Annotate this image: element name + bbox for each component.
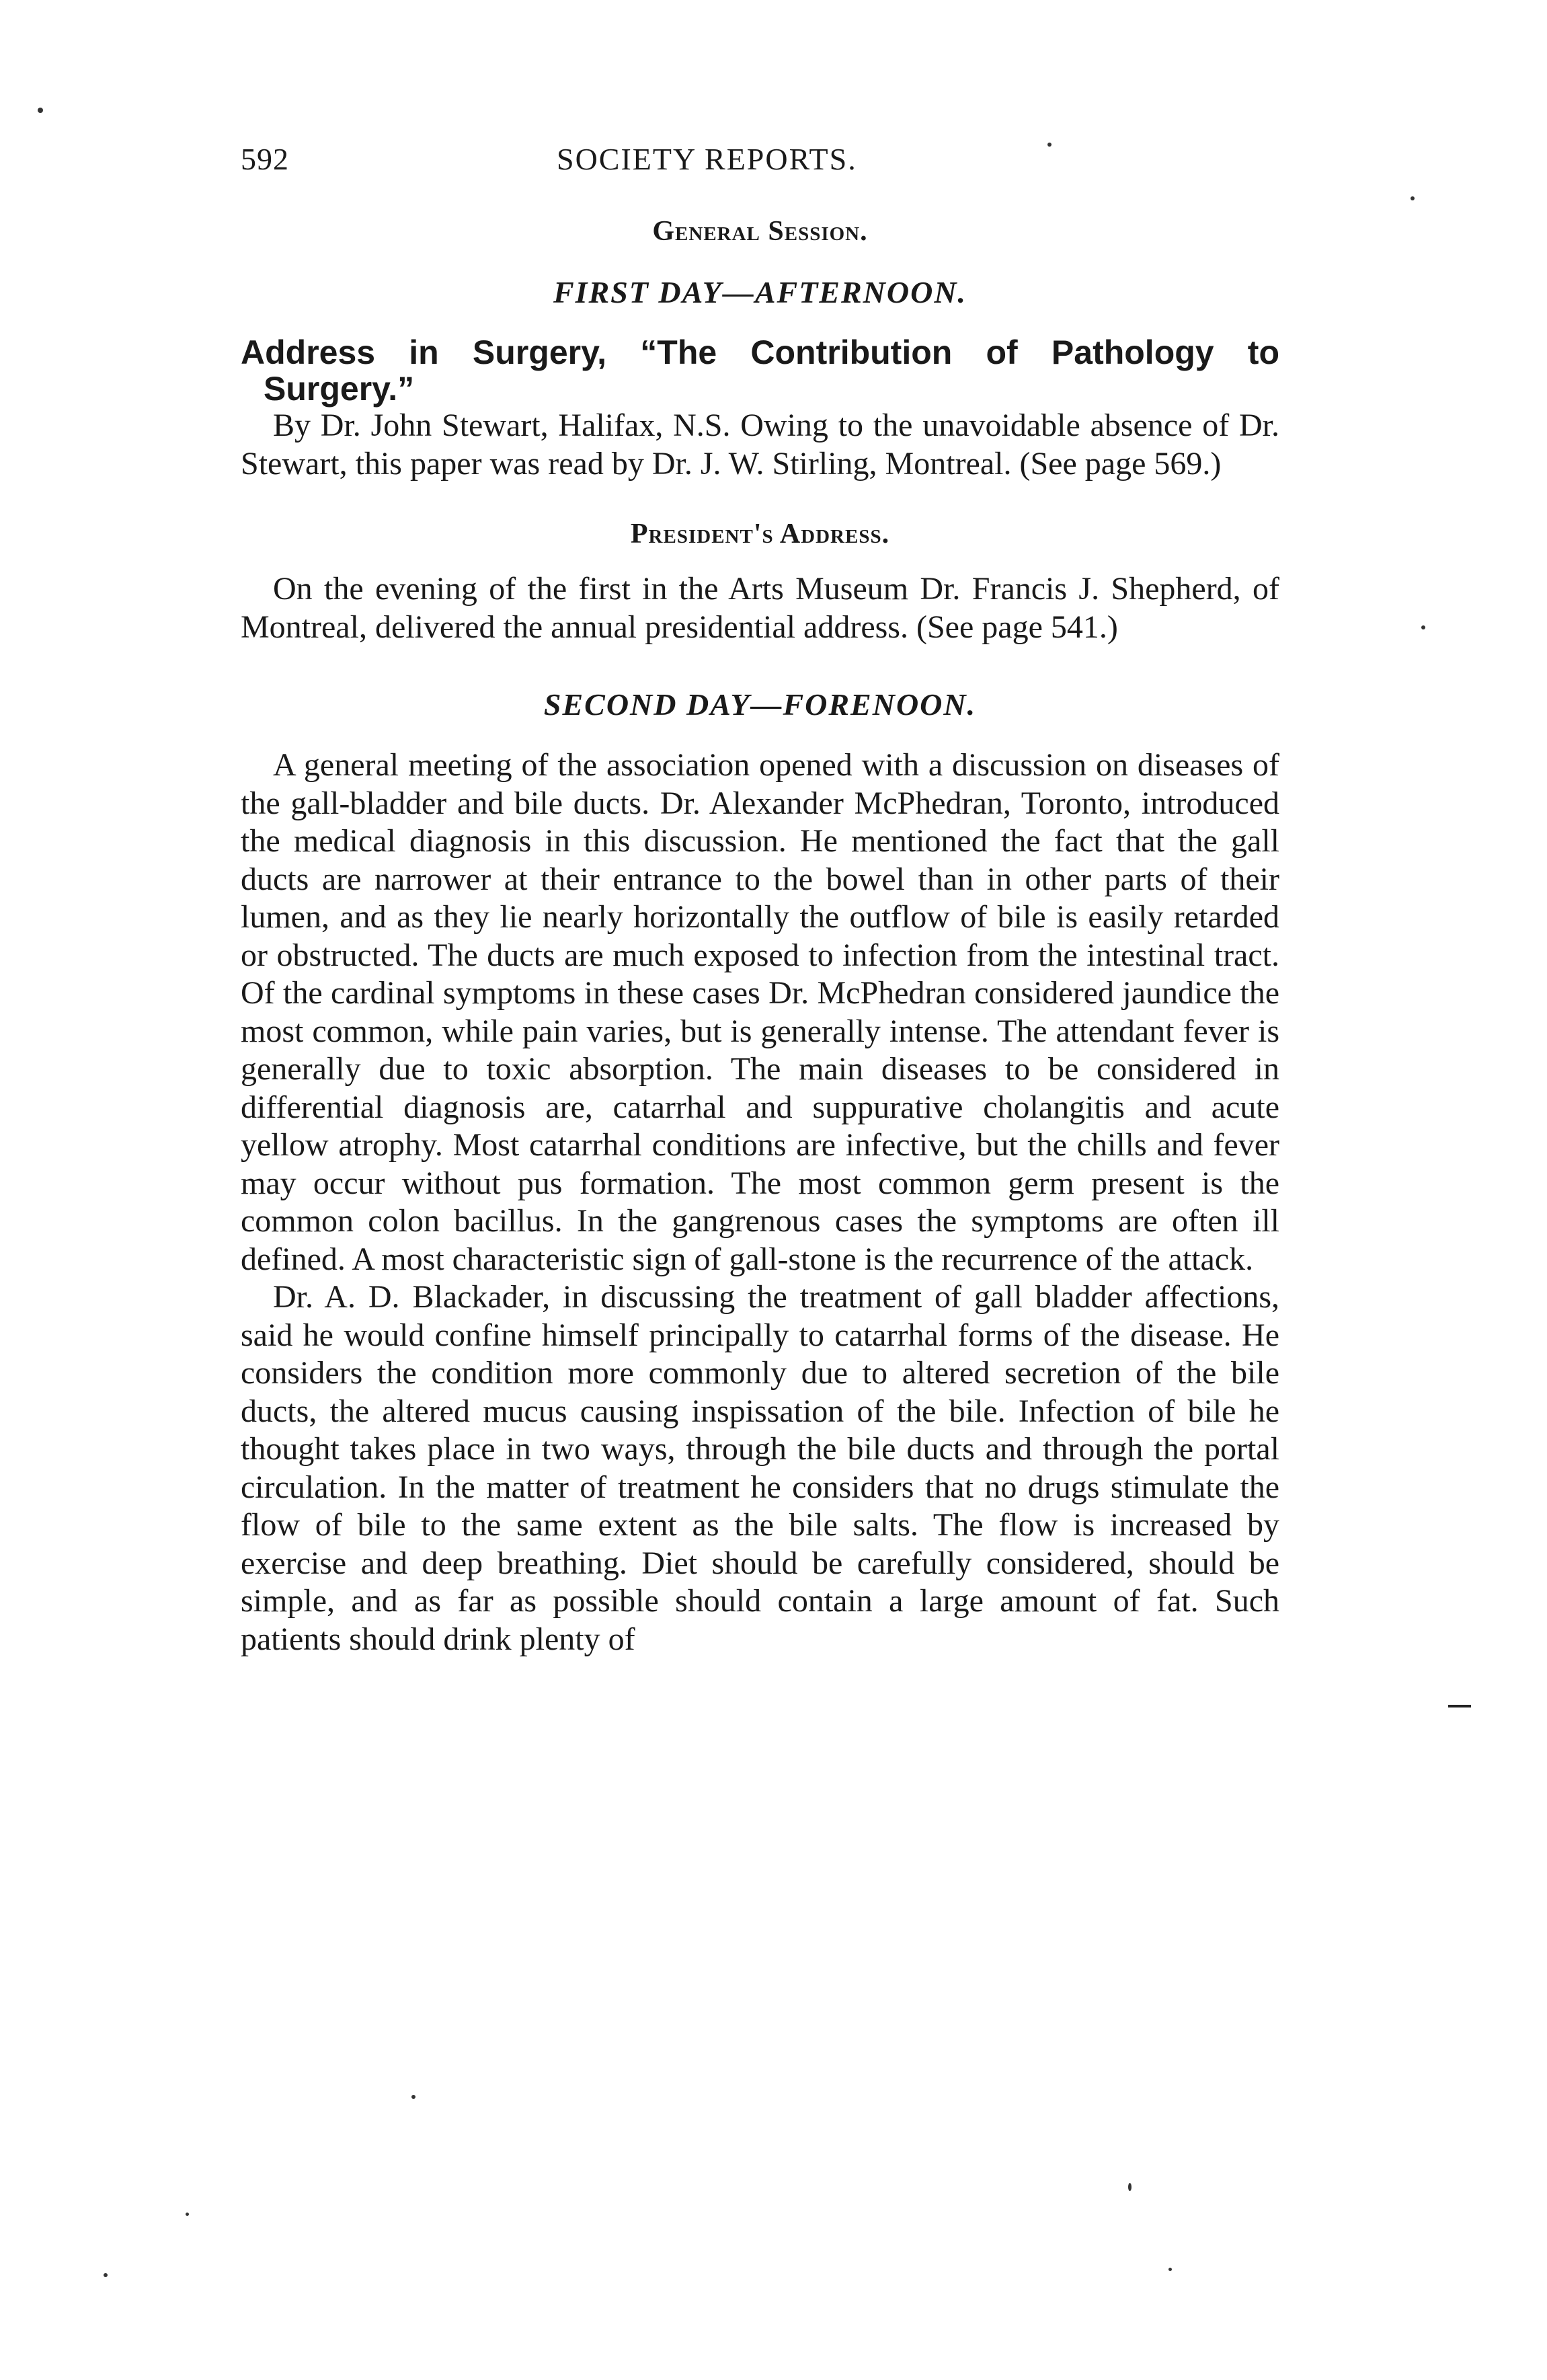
address-title-line-2: Surgery.” (264, 370, 415, 408)
second-day-heading: SECOND DAY—FORENOON. (543, 687, 977, 722)
presidents-address-body: On the evening of the first in the Arts Museum Dr. Francis J. Shepherd, of Montreal, delivered the annual presidential address. (See page 541.) (241, 571, 1279, 645)
address-body: By Dr. John Stewart, Halifax, N.S. Owing to the unavoidable absence of Dr. Stewart, this paper was read by Dr. J. W. Stirling, Montreal. (See page 569.) (241, 408, 1279, 482)
scan-speck (1411, 196, 1415, 200)
page-header (241, 141, 1279, 195)
address-title (241, 334, 1279, 407)
scan-speck (38, 108, 43, 113)
scan-speck (186, 2213, 189, 2216)
scan-speck (1047, 143, 1052, 147)
general-session-heading: General Session. (652, 216, 868, 247)
page-number: 592 (241, 142, 289, 176)
document-page (241, 141, 1279, 1658)
presidents-address-heading: President's Address. (630, 519, 890, 549)
scan-speck (411, 2095, 415, 2099)
paragraph-mcphedran: A general meeting of the association opened with a discussion on diseases of the gall-bladder and bile ducts. Dr. Alexander McPhedran, Toronto, introduced the medical diagnosis in this discussion. He mentioned the fact that the gall ducts are narrower at their entrance to the bowel than in other parts of their lumen, and as they lie nearly horizontally the outflow of bile is easily retarded or obstructed. The ducts are much exposed to infection from the intestinal tract. Of the cardinal symptoms in these cases Dr. McPhedran considered jaundice the most common, while pain varies, but is generally intense. The attendant fever is generally due to toxic absorption. The main diseases to be considered in differential diagnosis are, catarrhal and suppurative cholangitis and acute yellow atrophy. Most catarrhal conditions are infective, but the chills and fever may occur without pus formation. The most common germ present is the common colon bacillus. In the gangrenous cases the symptoms are often ill defined. A most characteristic sign of gall-stone is the recurrence of the attack. (241, 747, 1279, 1277)
paragraph-blackader: Dr. A. D. Blackader, in discussing the treatment of gall bladder affections, said he would confine himself principally to catarrhal forms of the disease. He considers the condition more commonly due to altered secretion of the bile ducts, the altered mucus causing inspissation of the bile. Infection of bile he thought takes place in two ways, through the bile ducts and through the portal circulation. In the matter of treatment he considers that no drugs stimulate the flow of bile to the same extent as the bile salts. The flow is increased by exercise and deep breathing. Diet should be carefully considered, should be simple, and as far as possible should contain a large amount of fat. Such patients should drink plenty of (241, 1279, 1279, 1657)
first-day-heading: FIRST DAY—AFTERNOON. (553, 275, 967, 309)
scan-speck (1421, 625, 1425, 629)
margin-dash-mark (1448, 1705, 1471, 1707)
running-head: SOCIETY REPORTS. (557, 142, 857, 176)
scan-speck (104, 2273, 108, 2277)
scan-speck (1168, 2268, 1172, 2271)
scan-speck (1128, 2183, 1132, 2191)
address-title-line-1: Address in Surgery, “The Contribution of Pathology to (241, 334, 1279, 371)
